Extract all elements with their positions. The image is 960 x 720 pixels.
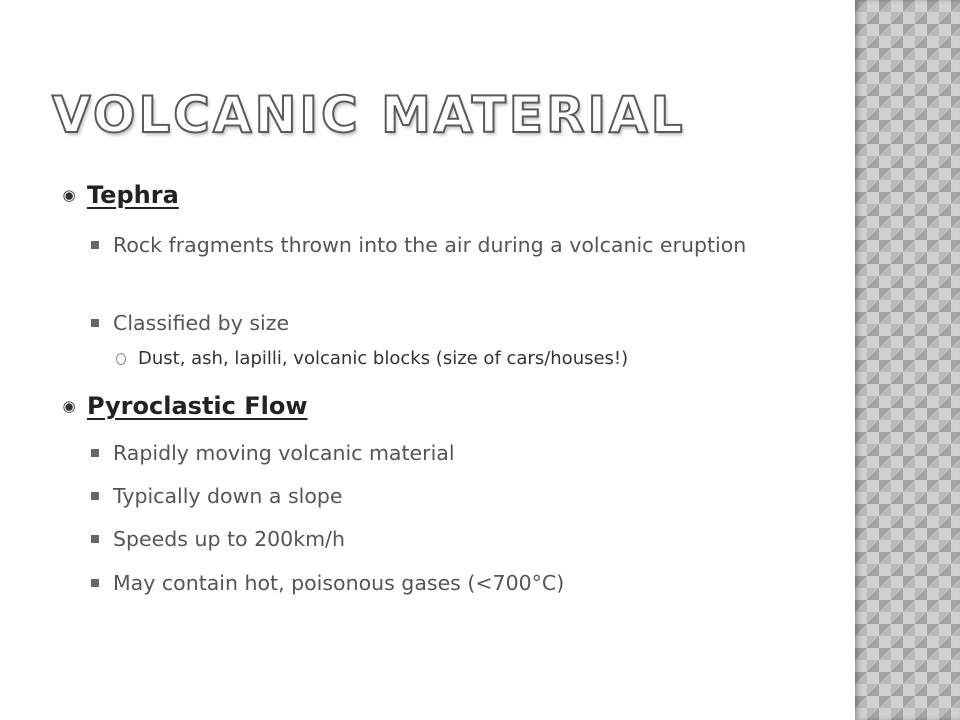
section-heading-pyroclastic-flow [60,392,308,420]
square-bullet-icon [91,535,99,543]
list-item [91,479,751,513]
slide-title: VOLCANIC MATERIAL [52,86,686,144]
circle-bullet-icon [116,353,126,365]
list-item-text: Rock fragments thrown into the air during a volcanic eruption [113,233,747,257]
sub-list-item-text: Dust, ash, lapilli, volcanic blocks (size of cars/houses!) [138,348,629,369]
square-bullet-icon [91,449,99,457]
square-bullet-icon [91,579,99,587]
list-item [91,522,751,556]
section-heading-tephra [60,181,179,209]
target-bullet-icon: ◉ [62,186,76,204]
list-item-text: Rapidly moving volcanic material [113,441,455,465]
section-heading-label: Tephra [87,181,179,209]
list-item-text: Speeds up to 200km/h [113,527,345,551]
list-item [91,436,751,470]
sub-list-item [116,348,628,369]
square-bullet-icon [91,241,99,249]
section-heading-label: Pyroclastic Flow [87,392,308,420]
list-item [91,306,751,340]
decorative-side-strip [855,0,960,720]
list-item-text: Classified by size [113,311,290,335]
list-item [91,566,751,600]
square-bullet-icon [91,492,99,500]
target-bullet-icon: ◉ [62,397,76,415]
list-item-text: Typically down a slope [113,484,343,508]
list-item-text: May contain hot, poisonous gases (<700°C) [113,571,565,595]
square-bullet-icon [91,319,99,327]
list-item [91,228,751,262]
